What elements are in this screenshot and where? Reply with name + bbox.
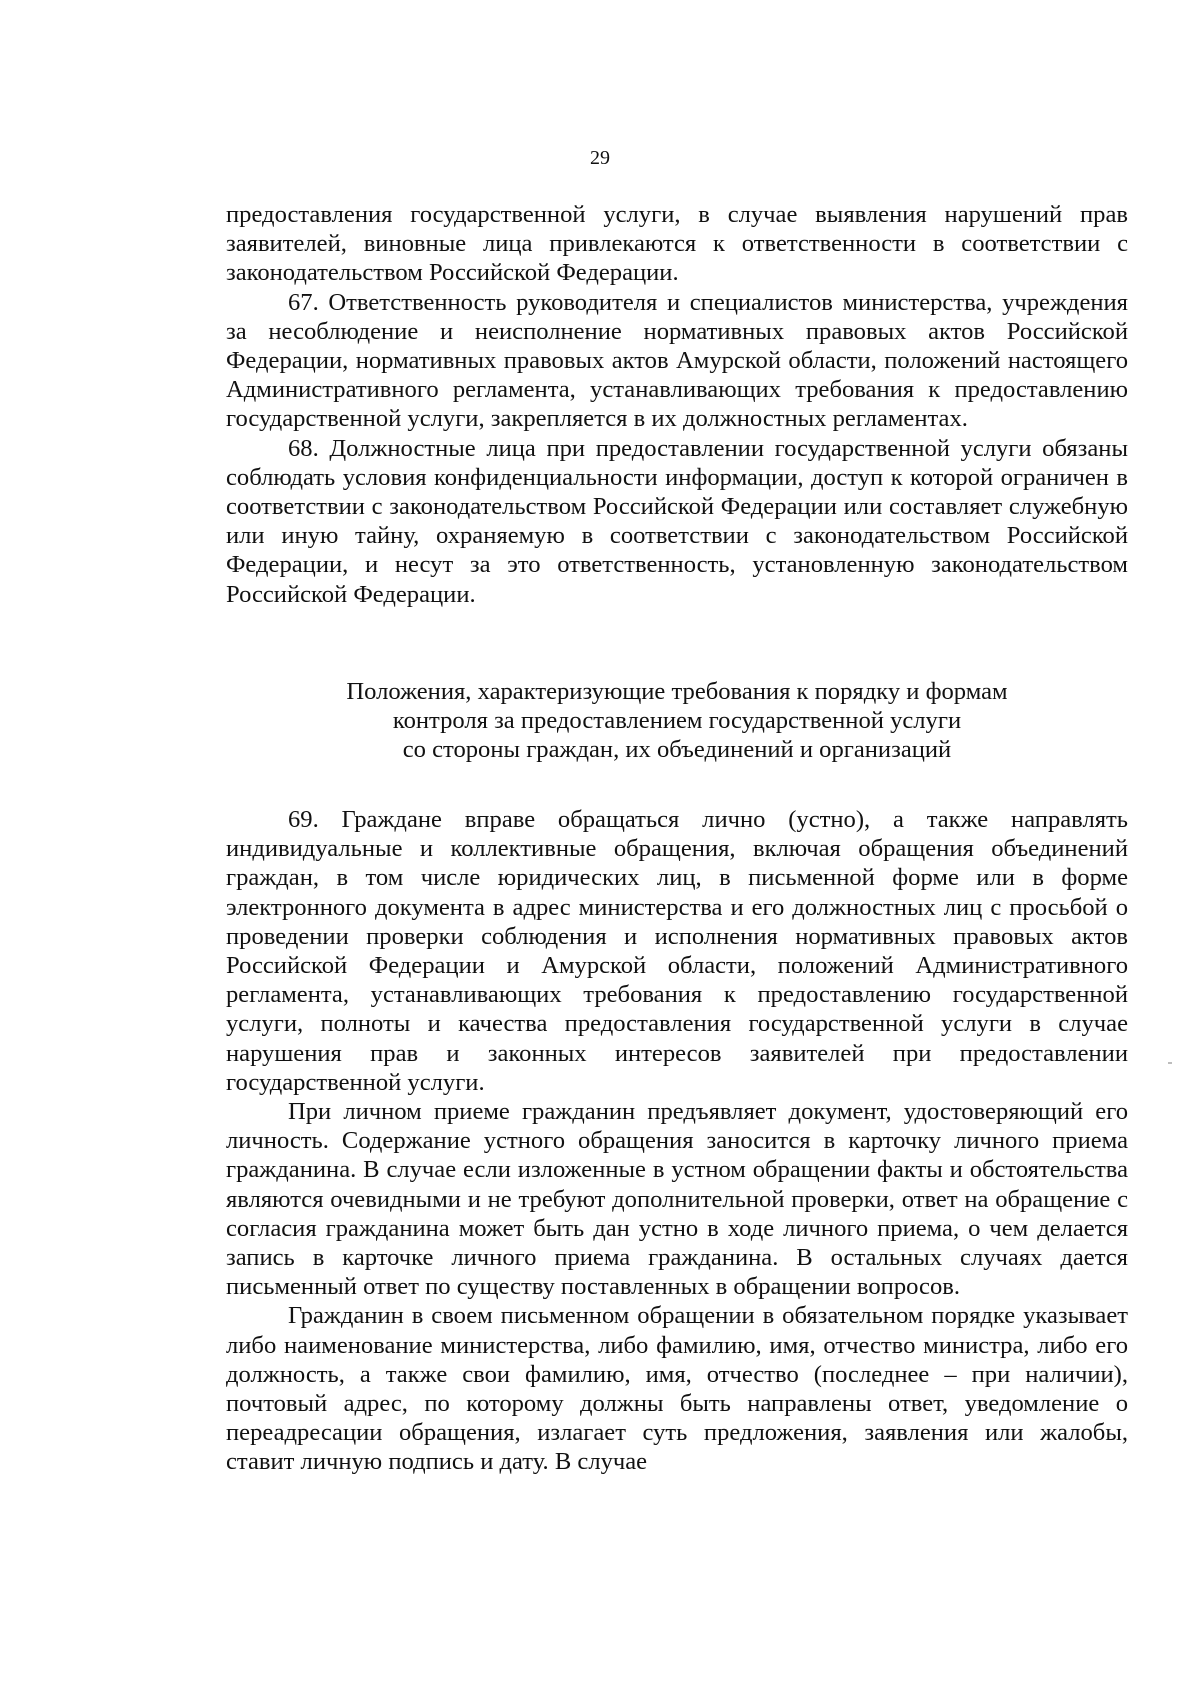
section-heading-line-2: контроля за предоставлением государственной услуги <box>392 707 962 735</box>
paragraph-67: 67. Ответственность руководителя и специалистов министерства, учреждения за несоблюдение и неисполнение нормативных правовых актов Российской Федерации, нормативных правовых актов Амурской области, положений настоящего Административного регламента, устанавливающих требования к предоставлению государственной услуги, закрепляется в их должностных регламентах. <box>226 288 1128 433</box>
section-heading <box>226 677 1128 765</box>
page-number: 29 <box>590 147 610 169</box>
paragraph-69: 69. Граждане вправе обращаться лично (устно), а также направлять индивидуальные и коллективные обращения, включая обращения объединений граждан, в том числе юридических лиц, в письменной форме или в форме электронного документа в адрес министерства и его должностных лиц с просьбой о проведении проверки соблюдения и исполнения нормативных правовых актов Российской Федерации и Амурской области, положений Административного регламента, устанавливающих требования к предоставлению государственной услуги, полноты и качества предоставления государственной услуги в случае нарушения прав и законных интересов заявителей при предоставлении государственной услуги. <box>226 806 1128 1096</box>
text-block-bottom <box>226 805 1128 1477</box>
paragraph-continuation: предоставления государственной услуги, в случае выявления нарушений прав заявителей, виновные лица привлекаются к ответственности в соответствии с законодательством Российской Федерации. <box>226 201 1128 287</box>
paragraph-written-appeal: Гражданин в своем письменном обращении в обязательном порядке указывает либо наименование министерства, либо фамилию, имя, отчество министра, либо его должность, а также свои фамилию, имя, отчество (последнее – при наличии), почтовый адрес, по которому должны быть направлены ответ, уведомление о переадресации обращения, излагает суть предложения, заявления или жалобы, ставит личную подпись и дату. В случае <box>226 1302 1128 1476</box>
section-heading-line-1: Положения, характеризующие требования к порядку и формам <box>346 678 1008 705</box>
scan-artifact <box>1168 1062 1172 1064</box>
text-block-top <box>226 200 1128 609</box>
section-heading-line-3: со стороны граждан, их объединений и организаций <box>402 736 952 764</box>
paragraph-68: 68. Должностные лица при предоставлении государственной услуги обязаны соблюдать условия конфиденциальности информации, доступ к которой ограничен в соответствии с законодательством Российской Федерации или составляет служебную или иную тайну, охраняемую в соответствии с законодательством Российской Федерации, и несут за это ответственность, установленную законодательством Российской Федерации. <box>226 434 1128 608</box>
paragraph-personal-reception: При личном приеме гражданин предъявляет документ, удостоверяющий его личность. Содержание устного обращения заносится в карточку личного приема гражданина. В случае если изложенные в устном обращении факты и обстоятельства являются очевидными и не требуют дополнительной проверки, ответ на обращение с согласия гражданина может быть дан устно в ходе личного приема, о чем делается запись в карточке личного приема гражданина. В остальных случаях дается письменный ответ по существу поставленных в обращении вопросов. <box>226 1098 1128 1301</box>
